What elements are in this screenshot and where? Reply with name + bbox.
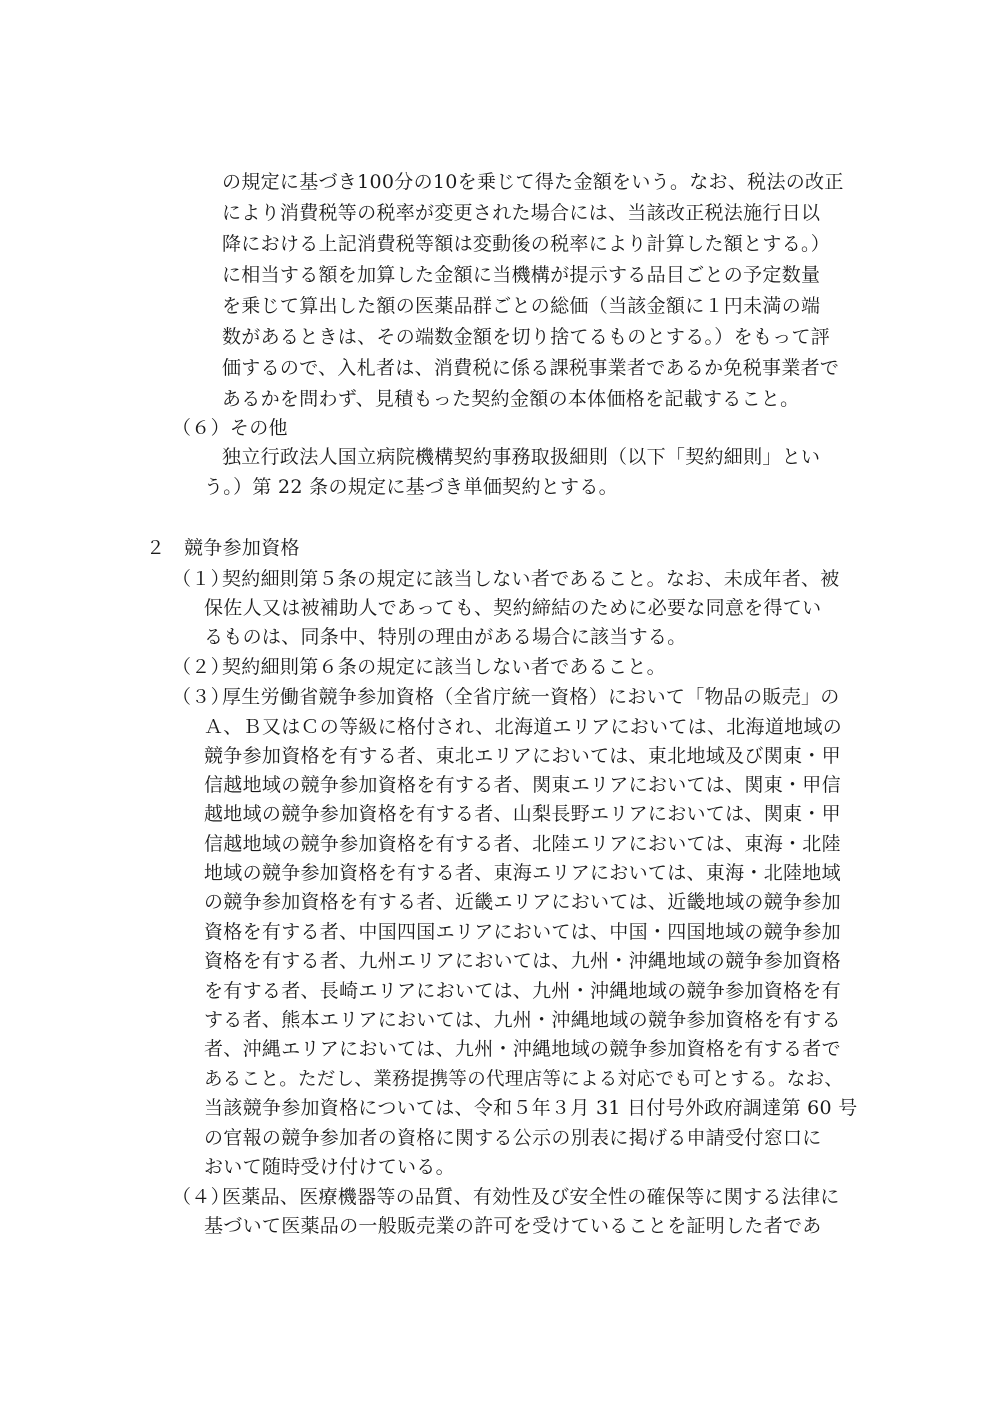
paragraph-line: Ａ、Ｂ又はＣの等級に格付され、北海道エリアにおいては、北海道地域の	[204, 716, 843, 738]
paragraph-line: により消費税等の税率が変更された場合には、当該改正税法施行日以	[222, 202, 821, 224]
paragraph-line: を有する者、長崎エリアにおいては、九州・沖縄地域の競争参加資格を有	[204, 980, 841, 1002]
paragraph-line: 契約細則第５条の規定に該当しない者であること。なお、未成年者、被	[222, 568, 840, 590]
paragraph-line: 契約細則第６条の規定に該当しない者であること。	[222, 656, 666, 678]
paragraph-line: 資格を有する者、中国四国エリアにおいては、中国・四国地域の競争参加	[204, 921, 841, 943]
paragraph-line: 数があるときは、その端数金額を切り捨てるものとする。）をもって評	[222, 326, 831, 348]
paragraph-line: の規定に基づき100分の10を乗じて得た金額をいう。なお、税法の改正	[222, 171, 844, 193]
paragraph-line: 当該競争参加資格については、令和５年３月 31 日付号外政府調達第 60 号	[204, 1097, 858, 1119]
paragraph-line: に相当する額を加算した金額に当機構が提示する品目ごとの予定数量	[222, 264, 821, 286]
paragraph-line: 地域の競争参加資格を有する者、東海エリアにおいては、東海・北陸地域	[204, 862, 841, 884]
paragraph-line: 医薬品、医療機器等の品質、有効性及び安全性の確保等に関する法律に	[222, 1186, 840, 1208]
paragraph-line: るものは、同条中、特別の理由がある場合に該当する。	[204, 626, 687, 648]
paragraph-line: の官報の競争参加者の資格に関する公示の別表に掲げる申請受付窓口に	[204, 1127, 822, 1149]
paragraph-line: 信越地域の競争参加資格を有する者、関東エリアにおいては、関東・甲信	[204, 774, 841, 796]
paragraph-line: 競争参加資格を有する者、東北エリアにおいては、東北地域及び関東・甲	[204, 745, 841, 767]
paragraph-line: 厚生労働省競争参加資格（全省庁統一資格）において「物品の販売」の	[222, 686, 840, 708]
paragraph-line: 基づいて医薬品の一般販売業の許可を受けていることを証明した者であ	[204, 1215, 822, 1237]
item-label: （３）	[172, 686, 230, 708]
section-number: ２	[146, 537, 166, 559]
paragraph-line: 越地域の競争参加資格を有する者、山梨長野エリアにおいては、関東・甲	[204, 803, 841, 825]
item-label: （１）	[172, 568, 230, 590]
paragraph-line: を乗じて算出した額の医薬品群ごとの総価（当該金額に１円未満の端	[222, 295, 821, 317]
paragraph-line: あること。ただし、業務提携等の代理店等による対応でも可とする。なお、	[204, 1069, 844, 1090]
paragraph-line: 資格を有する者、九州エリアにおいては、九州・沖縄地域の競争参加資格	[204, 950, 841, 972]
paragraph-line: 価するので、入札者は、消費税に係る課税事業者であるか免税事業者で	[222, 357, 840, 379]
paragraph-line: 者、沖縄エリアにおいては、九州・沖縄地域の競争参加資格を有する者で	[204, 1038, 841, 1060]
paragraph-line: おいて随時受け付けている。	[204, 1156, 455, 1178]
paragraph-line: の競争参加資格を有する者、近畿エリアにおいては、近畿地域の競争参加	[204, 891, 841, 913]
paragraph-line: 保佐人又は被補助人であっても、契約締結のために必要な同意を得てい	[204, 597, 822, 619]
paragraph-line: 独立行政法人国立病院機構契約事務取扱細則（以下「契約細則」とい	[222, 446, 821, 468]
paragraph-line: う。）第 22 条の規定に基づき単価契約とする。	[204, 476, 618, 498]
section-title: 競争参加資格	[184, 537, 300, 559]
item-label: （６）その他	[172, 417, 288, 439]
paragraph-line: する者、熊本エリアにおいては、九州・沖縄地域の競争参加資格を有する	[204, 1009, 841, 1031]
item-label: （４）	[172, 1186, 230, 1208]
item-label: （２）	[172, 656, 230, 678]
paragraph-line: 信越地域の競争参加資格を有する者、北陸エリアにおいては、東海・北陸	[204, 833, 841, 855]
paragraph-line: 降における上記消費税等額は変動後の税率により計算した額とする。）	[222, 233, 831, 255]
paragraph-line: あるかを問わず、見積もった契約金額の本体価格を記載すること。	[222, 388, 800, 410]
